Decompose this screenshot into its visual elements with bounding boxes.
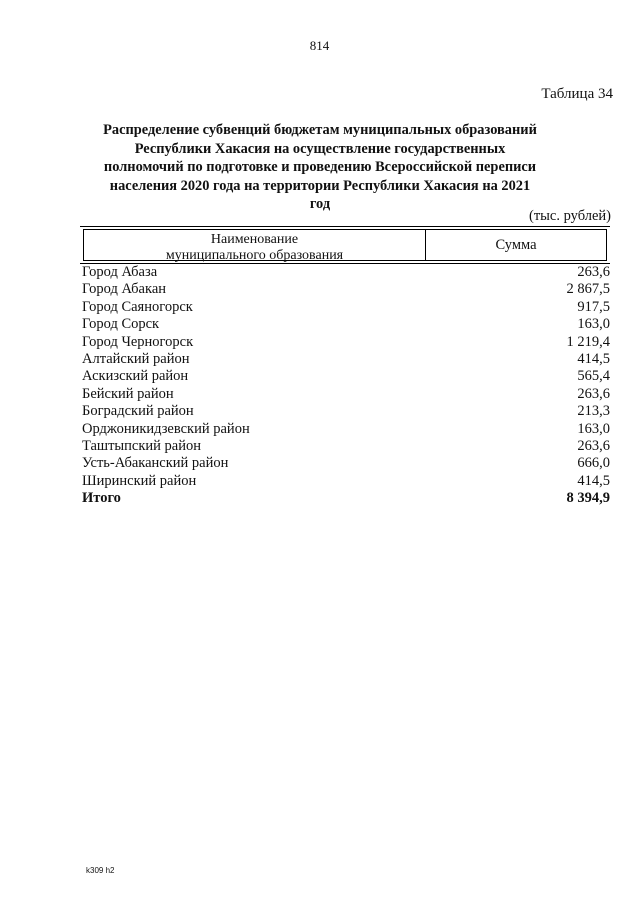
document-title bbox=[100, 121, 540, 214]
total-label: Итого bbox=[82, 490, 121, 507]
row-name: Город Саяногорск bbox=[82, 298, 193, 315]
table-row bbox=[82, 351, 610, 368]
table-row bbox=[82, 386, 610, 403]
row-value: 213,3 bbox=[577, 403, 610, 420]
column-header-name-line: муниципального образования bbox=[165, 247, 344, 263]
row-value: 263,6 bbox=[577, 437, 610, 454]
row-value: 414,5 bbox=[577, 350, 610, 367]
table-row bbox=[82, 473, 610, 490]
table-row bbox=[82, 455, 610, 472]
row-name: Ширинский район bbox=[82, 472, 197, 489]
table-row bbox=[82, 281, 610, 298]
title-line: Распределение субвенций бюджетам муниципальных образований bbox=[103, 122, 537, 138]
row-name: Орджоникидзевский район bbox=[82, 420, 250, 437]
row-name: Город Абакан bbox=[82, 281, 167, 298]
row-value: 917,5 bbox=[577, 298, 610, 315]
row-name: Боградский район bbox=[82, 403, 194, 420]
row-value: 263,6 bbox=[577, 385, 610, 402]
row-name: Бейский район bbox=[82, 385, 174, 402]
footer-code: k309 h2 bbox=[86, 866, 115, 875]
total-value: 8 394,9 bbox=[566, 490, 610, 507]
row-value: 666,0 bbox=[577, 455, 610, 472]
table-header-inner bbox=[83, 229, 607, 261]
row-value: 263,6 bbox=[577, 264, 610, 280]
row-name: Алтайский район bbox=[82, 350, 190, 367]
row-value: 414,5 bbox=[577, 472, 610, 489]
row-value: 1 219,4 bbox=[566, 333, 610, 350]
table-row bbox=[82, 316, 610, 333]
table-label: Таблица 34 bbox=[541, 86, 613, 102]
column-header-name-line: Наименование bbox=[210, 232, 299, 247]
row-name: Таштыпский район bbox=[82, 437, 202, 454]
page-number: 814 bbox=[309, 38, 330, 53]
title-line: полномочий по подготовке и проведению Всероссийской переписи bbox=[103, 159, 537, 175]
table-row bbox=[82, 368, 610, 385]
table-body bbox=[82, 264, 610, 507]
row-name: Аскизский район bbox=[82, 368, 189, 385]
table-row bbox=[82, 299, 610, 316]
row-name: Город Сорск bbox=[82, 316, 160, 333]
row-value: 163,0 bbox=[577, 316, 610, 333]
column-header-sum: Сумма bbox=[495, 237, 537, 253]
row-value: 2 867,5 bbox=[566, 281, 610, 298]
title-line: Республики Хакасия на осуществление государственных bbox=[134, 140, 506, 157]
row-name: Усть-Абаканский район bbox=[82, 455, 229, 472]
table-row bbox=[82, 264, 610, 281]
row-value: 163,0 bbox=[577, 420, 610, 437]
row-name: Город Абаза bbox=[82, 264, 158, 280]
row-name: Город Черногорск bbox=[82, 333, 194, 350]
units-label: (тыс. рублей) bbox=[529, 208, 611, 224]
column-header-name bbox=[84, 230, 426, 263]
table-header bbox=[80, 226, 610, 264]
table-row bbox=[82, 403, 610, 420]
title-line: населения 2020 года на территории Республики Хакасия на 2021 год bbox=[109, 177, 531, 212]
table-row bbox=[82, 421, 610, 438]
table-row bbox=[82, 334, 610, 351]
row-value: 565,4 bbox=[577, 368, 610, 385]
table-total-row bbox=[82, 490, 610, 507]
table-row bbox=[82, 438, 610, 455]
